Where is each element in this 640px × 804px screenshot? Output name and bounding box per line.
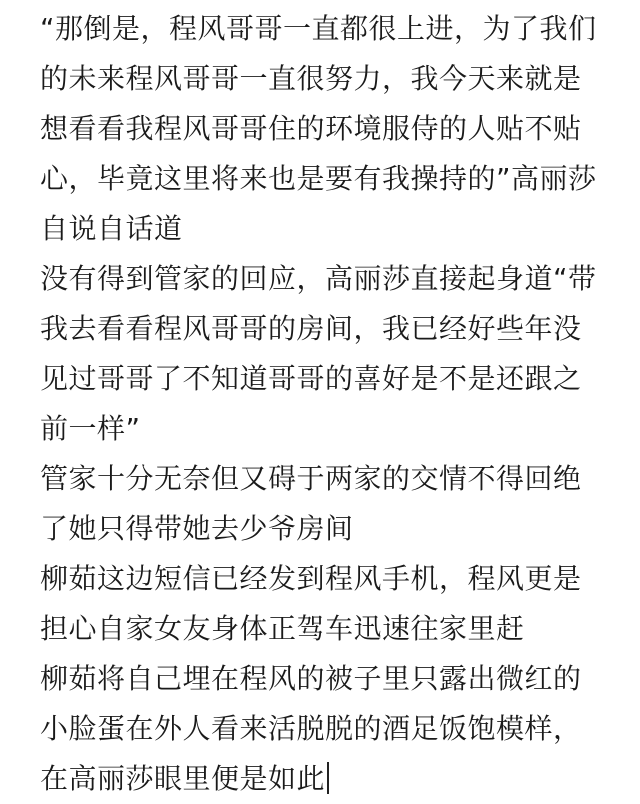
text-line: 的未来程风哥哥一直很努力，我今天来就是: [40, 62, 582, 95]
text-line: 自说自话道: [40, 212, 183, 245]
text-line: 没有得到管家的回应，高丽莎直接起身道“带: [40, 262, 597, 295]
text-line: 我去看看程风哥哥的房间，我已经好些年没: [40, 312, 582, 345]
text-line: 柳茹这边短信已经发到程风手机，程风更是: [40, 562, 582, 595]
text-line: 担心自家女友身体正驾车迅速往家里赶: [40, 612, 525, 645]
text-line: 柳茹将自己埋在程风的被子里只露出微红的: [40, 662, 582, 695]
text-line: 了她只得带她去少爷房间: [40, 512, 354, 545]
text-line: “那倒是，程风哥哥一直都很上进，为了我们: [40, 12, 597, 45]
text-line-last-content: 在高丽莎眼里便是如此: [40, 762, 326, 795]
story-text: [40, 4, 600, 804]
text-cursor: [327, 762, 329, 794]
text-line-last[interactable]: [40, 754, 600, 804]
text-line: 管家十分无奈但又碍于两家的交情不得回绝: [40, 462, 582, 495]
text-line: 小脸蛋在外人看来活脱脱的酒足饭饱模样，: [40, 712, 582, 745]
text-line: 心，毕竟这里将来也是要有我操持的”高丽莎: [40, 162, 597, 195]
text-line: 前一样”: [40, 412, 141, 445]
text-line: 见过哥哥了不知道哥哥的喜好是不是还跟之: [40, 362, 582, 395]
text-line: 想看看我程风哥哥住的环境服侍的人贴不贴: [40, 112, 582, 145]
